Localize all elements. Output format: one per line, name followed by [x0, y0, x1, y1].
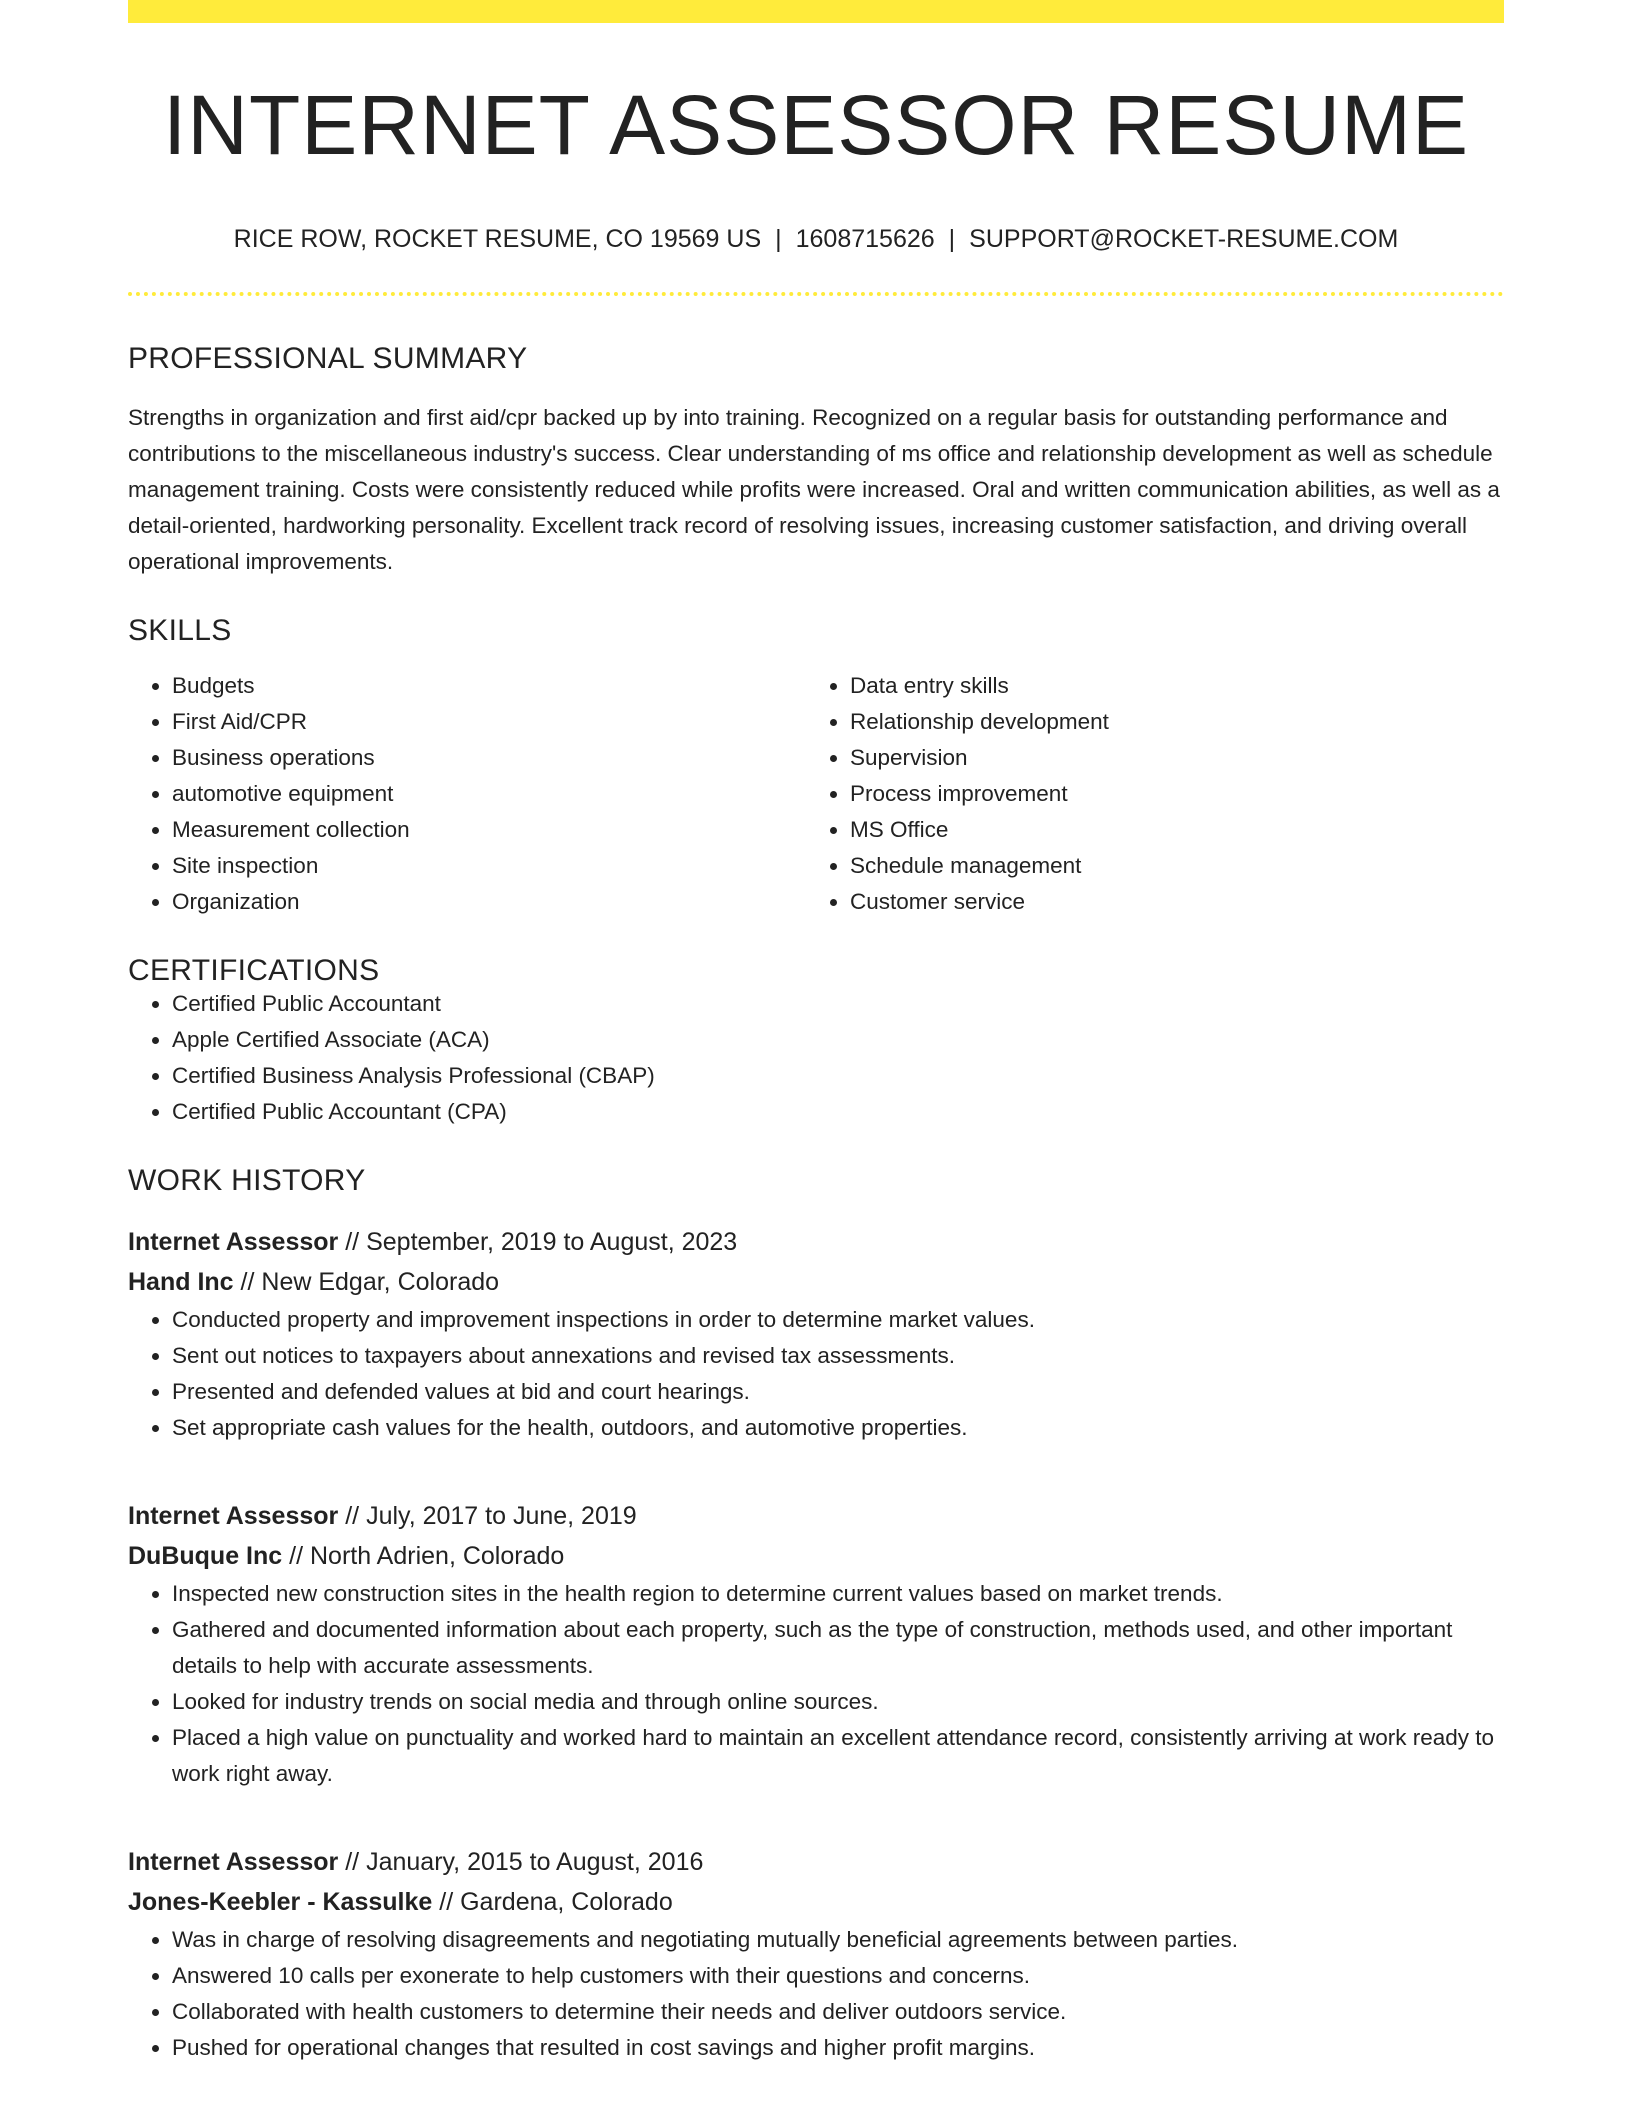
summary-heading: PROFESSIONAL SUMMARY [128, 342, 528, 375]
page-title: INTERNET ASSESSOR RESUME [162, 78, 1470, 172]
job-company: DuBuque Inc [128, 1542, 283, 1570]
contact-separator: | [775, 225, 782, 253]
job-bullet: • Inspected new construction sites in the health region to determine current values based on market trends. [172, 1576, 1504, 1612]
job-entry [128, 1222, 1504, 1446]
job-location: Gardena, Colorado [460, 1888, 673, 1916]
certifications-list [128, 986, 1504, 1130]
skill-item: • First Aid/CPR [172, 704, 806, 740]
job-divider: // [439, 1888, 454, 1916]
job-bullet: • Was in charge of resolving disagreements and negotiating mutually beneficial agreements between parties. [172, 1922, 1504, 1958]
job-bullet-list [128, 1922, 1504, 2066]
skill-item: • Measurement collection [172, 812, 806, 848]
job-title-line [128, 1842, 1504, 1882]
job-divider: // [240, 1268, 255, 1296]
header-divider [128, 292, 1504, 296]
summary-text: Strengths in organization and first aid/cpr backed up by into training. Recognized on a regular basis for outstanding performance and contributions to the miscellaneous industry's success. Clear understanding of ms office and relationship development as well as schedule management training. Costs were consistently reduced while profits were increased. Oral and written communication abilities, as well as a detail-oriented, hardworking personality. Excellent track record of resolving issues, increasing customer satisfaction, and driving overall operational improvements. [128, 405, 1500, 574]
certification-item: • Apple Certified Associate (ACA) [172, 1022, 1504, 1058]
skills-grid [128, 668, 1504, 920]
job-title-line [128, 1222, 1504, 1262]
job-company: Hand Inc [128, 1268, 234, 1296]
job-title: Internet Assessor [128, 1228, 339, 1256]
skill-item: • Supervision [850, 740, 1484, 776]
job-bullet: • Set appropriate cash values for the health, outdoors, and automotive properties. [172, 1410, 1504, 1446]
skills-column-right [806, 668, 1484, 920]
skill-item: • Customer service [850, 884, 1484, 920]
skill-item: • Relationship development [850, 704, 1484, 740]
contact-separator: | [948, 225, 956, 253]
job-location: New Edgar, Colorado [261, 1268, 500, 1296]
job-title: Internet Assessor [128, 1848, 339, 1876]
top-accent-bar [128, 0, 1504, 23]
job-bullet: • Answered 10 calls per exonerate to help customers with their questions and concerns. [172, 1958, 1504, 1994]
job-dates: January, 2015 to August, 2016 [366, 1848, 704, 1876]
contact-email: SUPPORT@ROCKET-RESUME.COM [969, 225, 1399, 253]
job-bullet: • Collaborated with health customers to determine their needs and deliver outdoors service. [172, 1994, 1504, 2030]
certification-item: • Certified Business Analysis Professional (CBAP) [172, 1058, 1504, 1094]
job-bullet: • Gathered and documented information about each property, such as the type of construction, methods used, and other important details to help with accurate assessments. [172, 1612, 1504, 1684]
skills-column-left [128, 668, 806, 920]
job-entry [128, 1842, 1504, 2066]
job-divider: // [345, 1848, 360, 1876]
job-title-line [128, 1496, 1504, 1536]
job-bullet: • Placed a high value on punctuality and worked hard to maintain an excellent attendance record, consistently arriving at work ready to work right away. [172, 1720, 1504, 1792]
skill-item: • Schedule management [850, 848, 1484, 884]
job-title: Internet Assessor [128, 1502, 339, 1530]
contact-phone: 1608715626 [795, 225, 935, 253]
job-bullet-list [128, 1576, 1504, 1792]
skill-item: • automotive equipment [172, 776, 806, 812]
job-divider: // [345, 1228, 360, 1256]
contact-address: RICE ROW, ROCKET RESUME, CO 19569 US [233, 225, 762, 253]
skill-item: • Budgets [172, 668, 806, 704]
certifications-heading: CERTIFICATIONS [128, 954, 380, 987]
skill-item: • Data entry skills [850, 668, 1484, 704]
skill-item: • Site inspection [172, 848, 806, 884]
skills-list-right [806, 668, 1484, 920]
job-company-line [128, 1262, 1504, 1302]
job-dates: July, 2017 to June, 2019 [366, 1502, 637, 1530]
skill-item: • MS Office [850, 812, 1484, 848]
job-bullet: • Pushed for operational changes that resulted in cost savings and higher profit margins. [172, 2030, 1504, 2066]
job-bullet-list [128, 1302, 1504, 1446]
job-bullet: • Conducted property and improvement inspections in order to determine market values. [172, 1302, 1504, 1338]
certification-item: • Certified Public Accountant (CPA) [172, 1094, 1504, 1130]
certification-item: • Certified Public Accountant [172, 986, 1504, 1022]
job-location: North Adrien, Colorado [309, 1542, 565, 1570]
skills-heading: SKILLS [128, 614, 232, 647]
job-divider: // [289, 1542, 304, 1570]
skill-item: • Process improvement [850, 776, 1484, 812]
job-company-line [128, 1882, 1504, 1922]
job-divider: // [345, 1502, 360, 1530]
job-bullet: • Sent out notices to taxpayers about annexations and revised tax assessments. [172, 1338, 1504, 1374]
work-history-heading: WORK HISTORY [128, 1164, 366, 1197]
job-company-line [128, 1536, 1504, 1576]
skill-item: • Business operations [172, 740, 806, 776]
contact-line [128, 227, 1504, 252]
skills-list-left [128, 668, 806, 920]
resume-page [128, 0, 1504, 2066]
job-entry [128, 1496, 1504, 1792]
skill-item: • Organization [172, 884, 806, 920]
job-bullet: • Presented and defended values at bid and court hearings. [172, 1374, 1504, 1410]
job-dates: September, 2019 to August, 2023 [366, 1228, 738, 1256]
job-bullet: • Looked for industry trends on social media and through online sources. [172, 1684, 1504, 1720]
job-company: Jones-Keebler - Kassulke [128, 1888, 433, 1916]
